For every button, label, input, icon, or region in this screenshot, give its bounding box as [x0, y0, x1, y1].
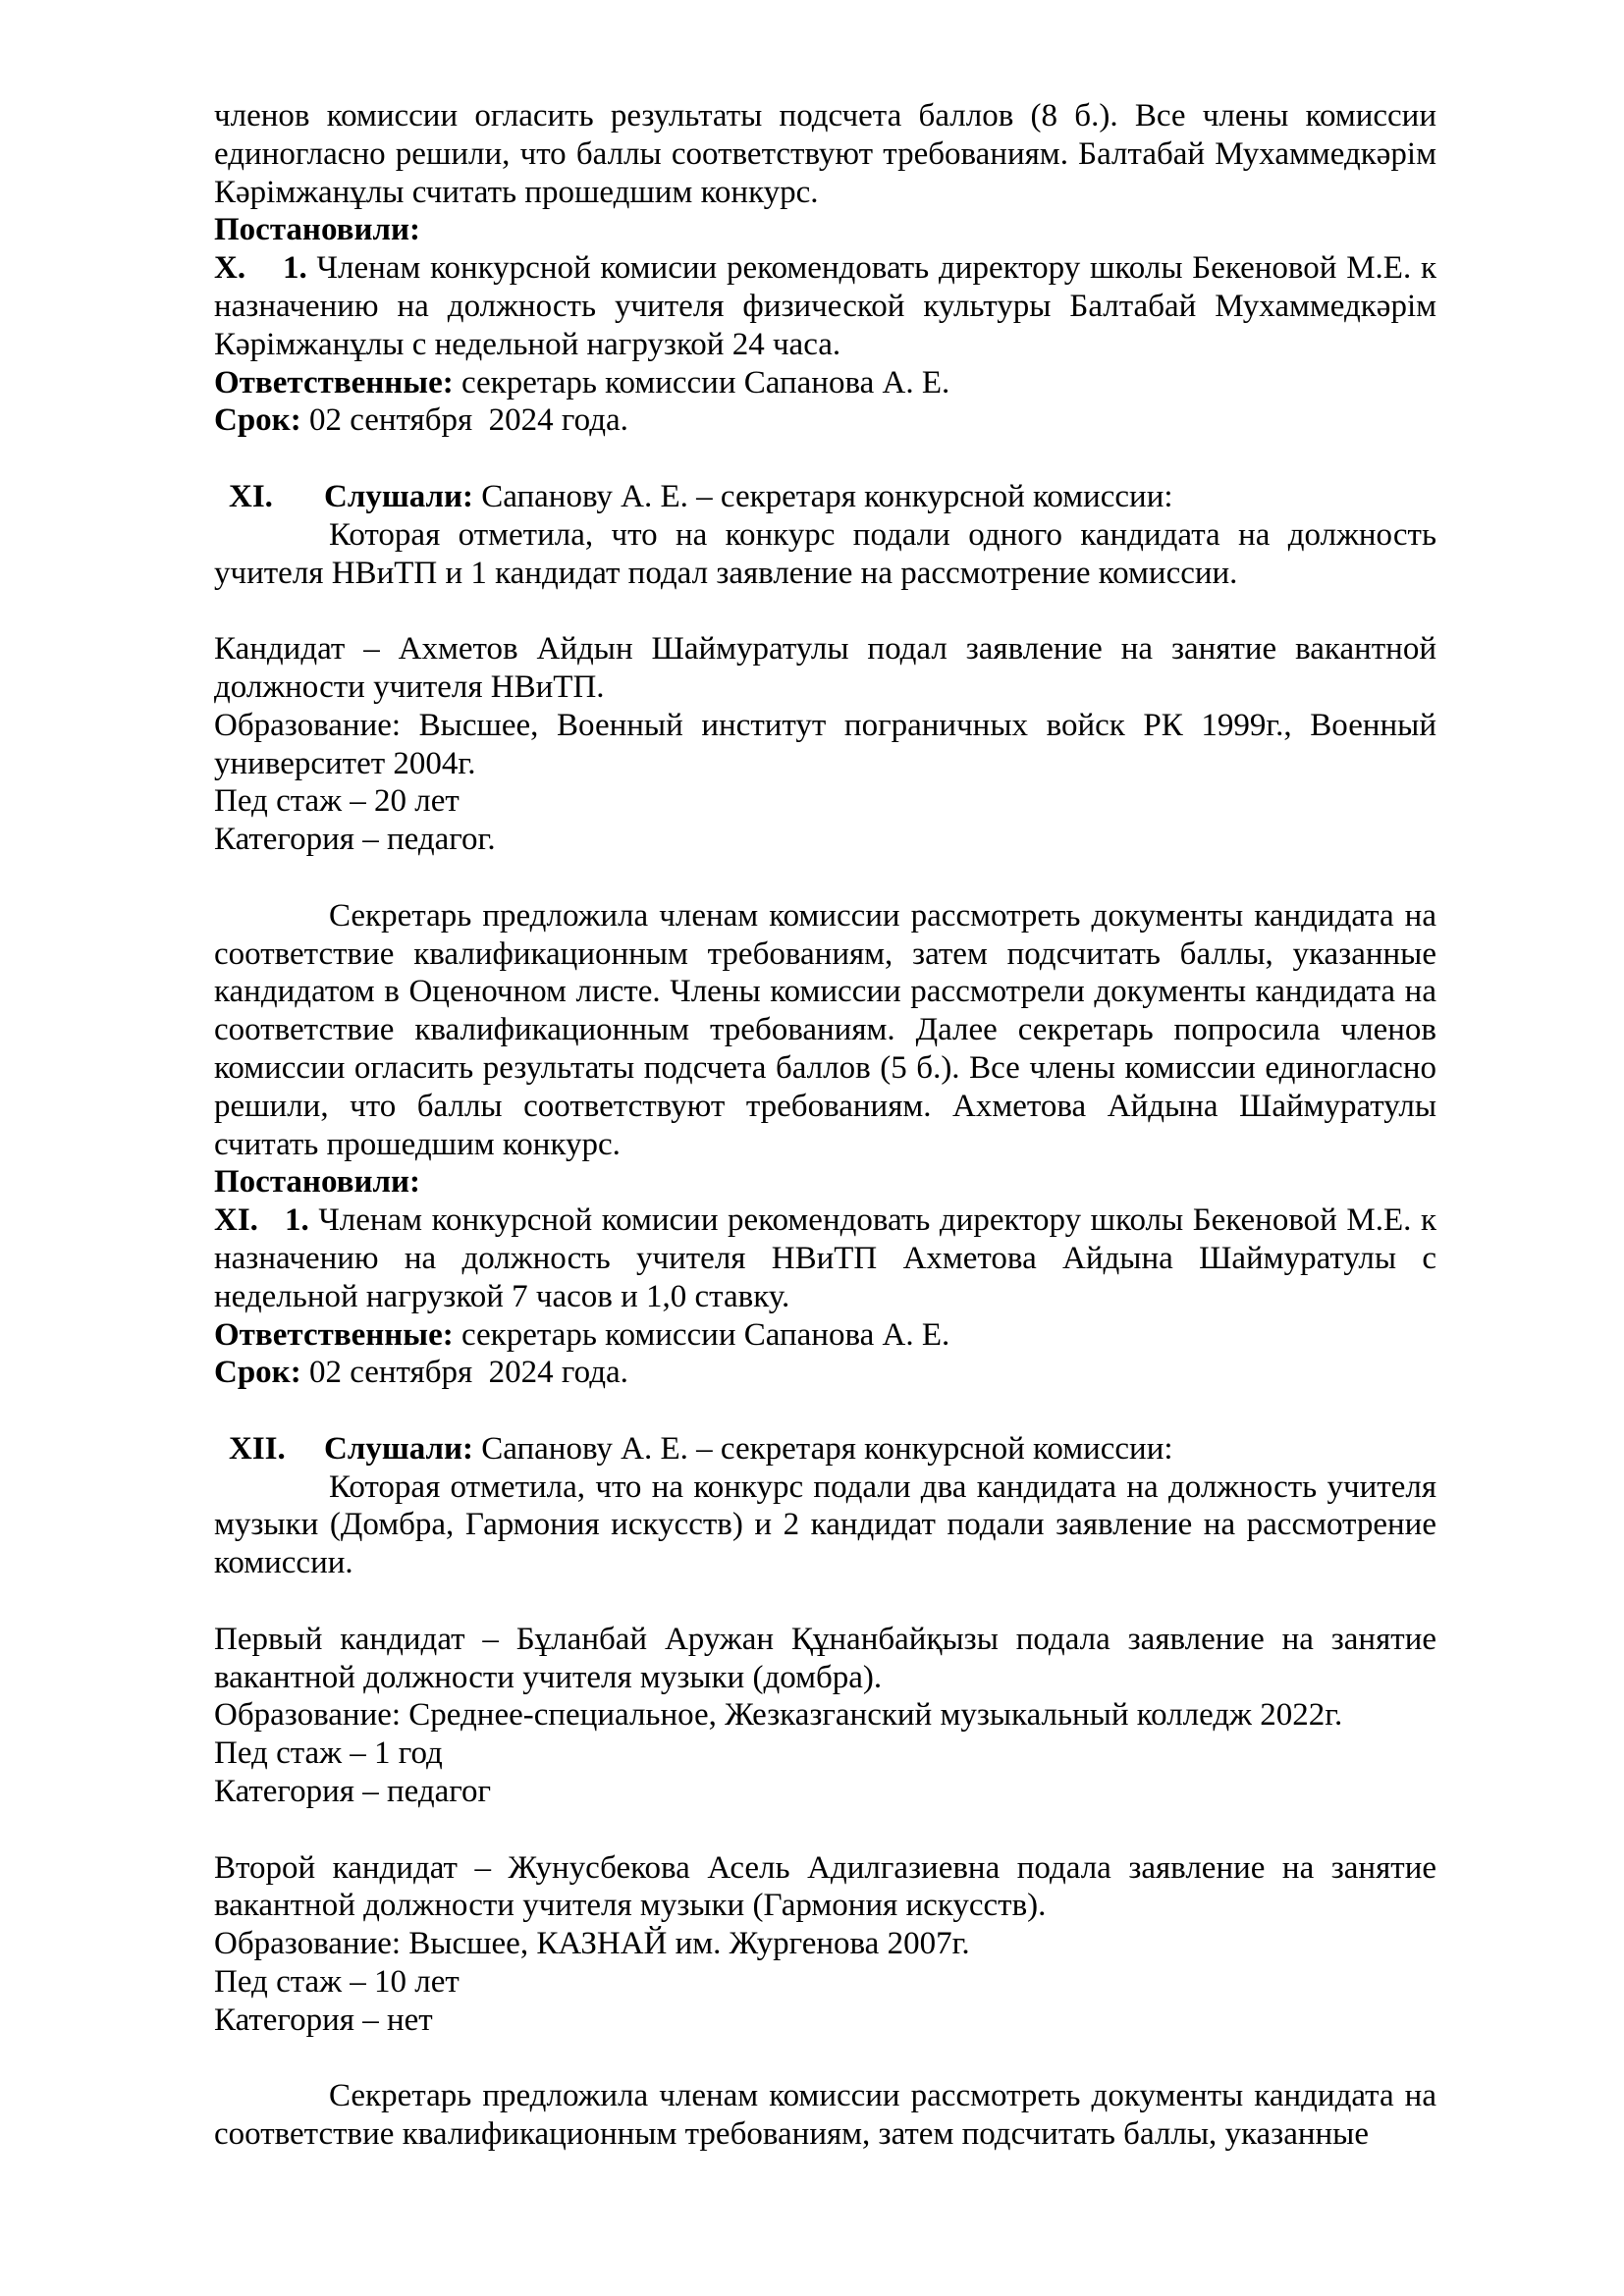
text-run: Секретарь предложила членам комиссии рассмотреть документы кандидата на соответствие квалификационным требованиям, затем подсчитать баллы, указанные кандидатом в Оценочном листе. Члены комиссии рассмотрели документы кандидата на соответствие квалификационным требованиям. Далее секретарь попросила членов комиссии огласить результаты подсчета баллов (5 б.). Все члены комиссии единогласно решили, что баллы соответствуют требованиям. Ахметова Айдына Шаймуратулы считать прошедшим конкурс. [214, 897, 1436, 1162]
blank-line [214, 2040, 1436, 2078]
bold-text-run: Слушали: [324, 478, 474, 514]
paragraph [214, 821, 1436, 859]
paragraph [214, 1925, 1436, 1963]
paragraph [214, 401, 1436, 440]
bold-text-run: 1. [283, 250, 317, 287]
paragraph [214, 1849, 1436, 1926]
text-run: Которая отметила, что на конкурс подали два кандидата на должность учителя музыки (Домбра, Гармония искусств) и 2 кандидат подали заявление на рассмотрение комиссии. [214, 1468, 1436, 1581]
paragraph [214, 1773, 1436, 1811]
paragraph [214, 516, 1436, 593]
blank-line [214, 592, 1436, 630]
paragraph [214, 2002, 1436, 2040]
text-run: Образование: Высшее, КАЗНАЙ им. Жургенова 2007г. [214, 1926, 970, 1962]
text-run: Которая отметила, что на конкурс подали одного кандидата на должность учителя НВиТП и 1 кандидат подал заявление на рассмотрение комиссии. [214, 516, 1436, 591]
text-run: Образование: Среднее-специальное, Жезказганский музыкальный колледж 2022г. [214, 1697, 1343, 1734]
paragraph [214, 1163, 1436, 1201]
document-body [214, 97, 1436, 2154]
bold-text-run: Срок: [214, 1355, 301, 1391]
paragraph [214, 707, 1436, 783]
text-run: Категория – нет [214, 2002, 433, 2038]
paragraph [229, 1430, 1436, 1468]
bold-text-run: Слушали: [324, 1430, 474, 1467]
text-run: Секретарь предложила членам комиссии рассмотреть документы кандидата на соответствие квалификационным требованиям, затем подсчитать баллы, указанные [214, 2078, 1436, 2153]
text-run: Пед стаж – 10 лет [214, 1964, 460, 2001]
bold-text-run: XII. [229, 1430, 286, 1467]
bold-text-run: XI. [214, 1202, 258, 1239]
paragraph [214, 897, 1436, 1164]
paragraph [229, 478, 1436, 516]
text-run: Образование: Высшее, Военный институт пограничных войск РК 1999г., Военный университет 2004г. [214, 707, 1436, 781]
bold-text-run: 1. [285, 1202, 319, 1239]
bold-text-run: Постановили: [214, 1164, 420, 1201]
bold-text-run: Постановили: [214, 212, 420, 248]
text-run: Членам конкурсной комисии рекомендовать директору школы Бекеновой М.Е. к назначению на должность учителя физической культуры Балтабай Мухаммедкәрім Кәрімжанұлы с недельной нагрузкой 24 часа. [214, 250, 1437, 362]
text-run: Категория – педагог [214, 1774, 492, 1810]
bold-text-run: X. [214, 250, 246, 287]
blank-line [214, 1392, 1436, 1430]
bold-text-run: XI. [229, 478, 273, 514]
text-run: 02 сентября 2024 года. [300, 402, 628, 439]
paragraph [214, 1696, 1436, 1735]
blank-line [214, 1582, 1436, 1621]
paragraph [214, 249, 1436, 363]
text-run: Первый кандидат – Бұланбай Аружан Құнанбайқызы подала заявление на занятие вакантной должности учителя музыки (домбра). [214, 1621, 1436, 1695]
text-run: Членам конкурсной комисии рекомендовать директору школы Бекеновой М.Е. к назначению на должность учителя НВиТП Ахметова Айдына Шаймуратулы с недельной нагрузкой 7 часов и 1,0 ставку. [214, 1202, 1436, 1314]
paragraph [214, 1201, 1436, 1315]
text-run: Сапанову А. Е. – секретаря конкурсной комиссии: [473, 478, 1173, 514]
paragraph [214, 1621, 1436, 1697]
blank-line [214, 1811, 1436, 1849]
bold-text-run: Срок: [214, 402, 301, 439]
bold-text-run: Ответственные: [214, 364, 454, 400]
paragraph [214, 630, 1436, 707]
text-run: Пед стаж – 20 лет [214, 783, 460, 820]
text-run: Категория – педагог. [214, 822, 496, 858]
text-run: членов комиссии огласить результаты подсчета баллов (8 б.). Все члены комиссии единогласно решили, что баллы соответствуют требованиям. Балтабай Мухаммедкәрім Кәрімжанұлы считать прошедшим конкурс. [214, 98, 1436, 210]
text-run: Пед стаж – 1 год [214, 1735, 443, 1772]
text-run: 02 сентября 2024 года. [300, 1355, 628, 1391]
text-run: секретарь комиссии Сапанова А. Е. [453, 1316, 950, 1353]
text-run: Сапанову А. Е. – секретаря конкурсной комиссии: [473, 1430, 1173, 1467]
paragraph [214, 1354, 1436, 1392]
paragraph [214, 782, 1436, 821]
paragraph [214, 2077, 1436, 2154]
paragraph [214, 1316, 1436, 1355]
paragraph [214, 211, 1436, 249]
text-run: секретарь комиссии Сапанова А. Е. [453, 364, 950, 400]
blank-line [214, 440, 1436, 478]
text-run: Кандидат – Ахметов Айдын Шаймуратулы подал заявление на занятие вакантной должности учителя НВиТП. [214, 631, 1436, 705]
paragraph [214, 364, 1436, 402]
paragraph [214, 1963, 1436, 2002]
paragraph [214, 1735, 1436, 1773]
text-run: Второй кандидат – Жунусбекова Асель Адилгазиевна подала заявление на занятие вакантной должности учителя музыки (Гармония искусств). [214, 1849, 1436, 1924]
paragraph [214, 1468, 1436, 1582]
paragraph [214, 97, 1436, 211]
blank-line [214, 859, 1436, 897]
bold-text-run: Ответственные: [214, 1316, 454, 1353]
